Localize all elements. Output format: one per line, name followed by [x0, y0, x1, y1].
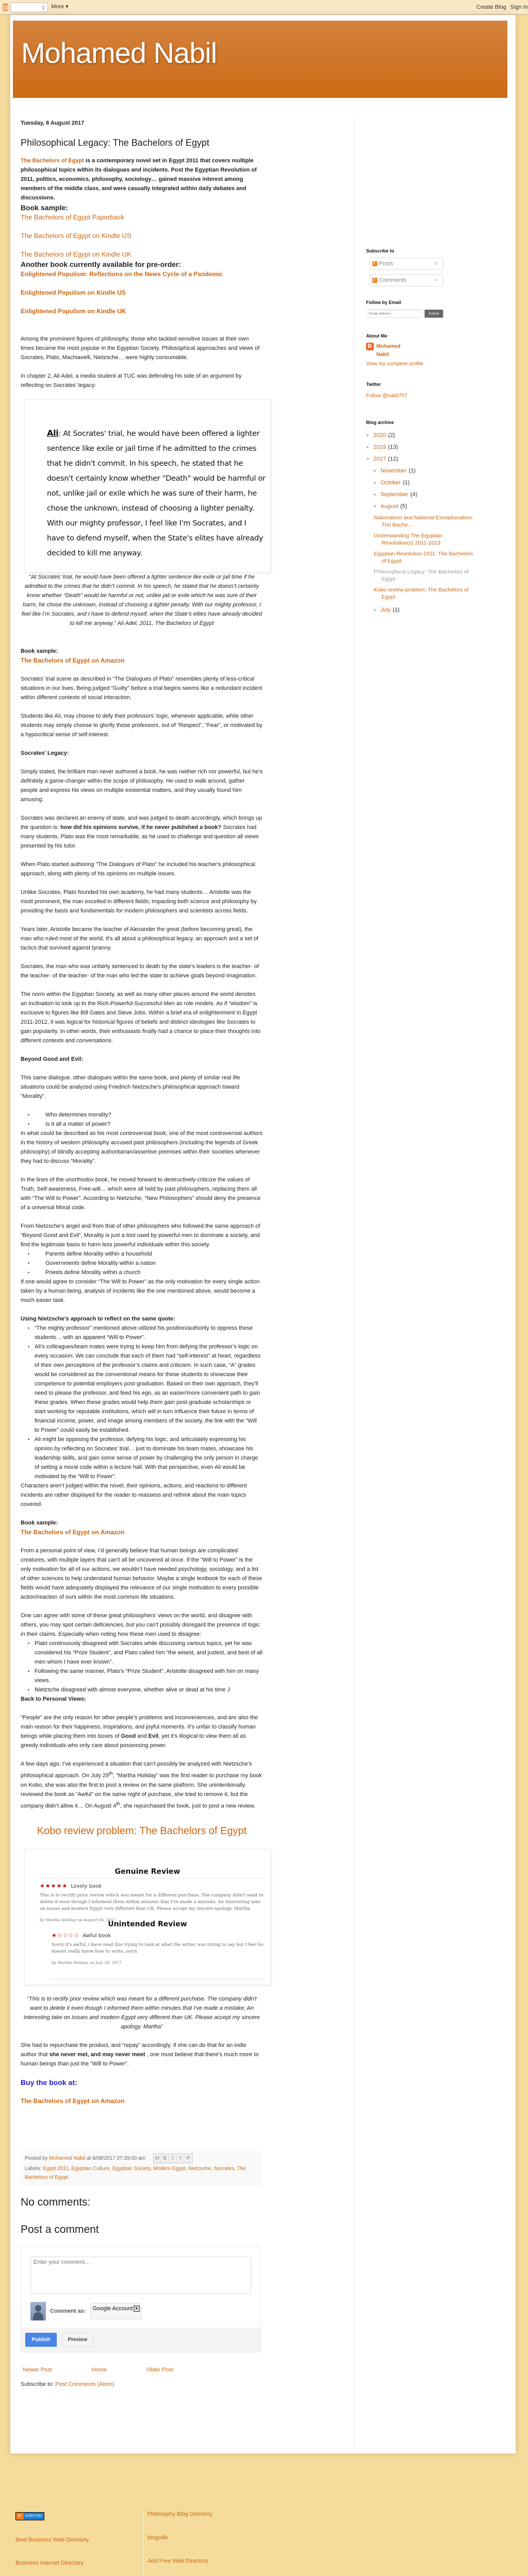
paragraph: This same dialogue, other dialogues within the same book, and plenty of similar real life situations could be analyzed using Friedrich Nietzsche’s philosophical approach toward “Morality”. — [21, 1075, 240, 1100]
intro-text: is a contemporary novel set in Egypt 2011 that covers multiple philosophical topics within its dialogues and incidents. Post the Egyptian Revolution of 2011, politics, economics, philosophy, sociology… gained massive interest among members of the middle class, and were casually integrated within daily debates and discussions. — [21, 158, 257, 201]
paragraph: If one would agree to consider “The Will to Power” as the only motivation for every single action taken by a human being, analysis of incidents like the one mentioned above, would become a much easier task. — [21, 1279, 260, 1304]
paragraph: Socrates’ trial scene as described in “The Dialogues of Plato” resembles plenty of less-critical situations in our lives. Being judged “Guilty” before a trial begins seems like a redundant incident within different contexts of social interaction. — [21, 676, 262, 701]
archive-post-link[interactable]: Understanding The Egyptian Revolution(s) 2011-2013 — [374, 532, 442, 546]
home-link[interactable]: Home — [91, 2367, 107, 2374]
blogger-icon — [366, 343, 374, 350]
archive-month-link[interactable]: August — [381, 503, 399, 510]
paragraph: In what could be described as his most controversial book, one of the most controversial authors in the history of western philosophy accused past philosophers (including the legends of Greek philosophy) of blindly accepting authoritarian/assertive premises within their societies whenever they had to discuss “Morality”. — [21, 1130, 262, 1165]
ali-quote-image[interactable] — [24, 399, 271, 572]
star-rating-icon: ★☆☆☆☆ — [52, 1931, 80, 1939]
text: and — [136, 1733, 148, 1740]
at-label: at — [85, 2155, 93, 2161]
book-sample-heading: Book sample: — [21, 204, 68, 212]
dropdown-label: Comments — [379, 277, 407, 283]
review-title: Lovely book — [71, 1883, 102, 1889]
list-item: • Nietzsche disagreed with almost everyone, whether alive or dead at his time J — [21, 1685, 263, 1694]
search-icon[interactable]: ⚲ — [41, 5, 45, 11]
archive-post-current: Philosophical Legacy: The Bachelors of Egypt — [374, 568, 469, 582]
expand-triangle-icon[interactable]: ► — [373, 608, 377, 612]
list-item: • Ali might be opposing the professor, defying his logic, and articulately expressing his opinion by reflecting on Socrates’ trial… just to dominate his team mates, showcase his leadership skills, and gain some sense of power by challenging the only person in charge of setting a moral code within a lecture hall. With that perspective, even Ali would be motivated by the “Will to Power”. — [21, 1435, 263, 1481]
publish-button[interactable]: Publish — [25, 2333, 57, 2347]
profile-name-link[interactable]: Mohamed Nabil — [376, 344, 401, 358]
ep-kindle-us-link[interactable]: Enlightened Populism on Kindle US — [21, 289, 126, 297]
avatar — [30, 2302, 46, 2320]
list-item: • Parents define Morality within a household — [21, 1249, 263, 1259]
archive-post-link[interactable]: Kobo review problem: The Bachelors of Egypt — [374, 586, 469, 600]
archive-heading: Blog archive — [366, 420, 394, 426]
archive-year-link[interactable]: 2020 — [373, 432, 386, 438]
paragraph: The norm within the Egyptian Society, as well as many other places around the world denotes an inclination to look up to the Rich-Powerful-Successful-Men as role models. As if “wisdom” is exclusive to figures like Bill Gates and Steve Jobs. Within a brief era of enlightenment in Egypt 2011-2012, it was logical for historical figures of beliefs and distinct ideologies like Socrates to gain popularity. In other words, their enthusiasts finally had a chance to place their thoughts into different contexts and conversations. — [21, 991, 261, 1044]
pinterest-share-icon[interactable]: P — [185, 2154, 192, 2163]
follow-email-heading: Follow by Email — [366, 300, 402, 306]
blog-header — [13, 21, 507, 98]
label-link[interactable]: Nietzsche — [188, 2165, 211, 2172]
paragraph: Unlike Socrates, Plato founded his own academy, he had many students… Aristotle was the most prominent, the man excelled in different fields; impacting both science and philosophy by providing the basis and fundamentals for modern philosophers and scientists across fields. — [21, 889, 257, 914]
post-timestamp[interactable]: 8/08/2017 07:39:00 am — [92, 2155, 146, 2161]
paperback-link[interactable]: The Bachelors of Egypt Paperback — [21, 213, 124, 222]
paragraph: When Plato started authoring "The Dialogues of Plato" he included his teacher's philosophical approach, along with plenty of his opinions on multiple issues. — [21, 861, 256, 877]
paragraph: Students like Ali, may choose to defy their professors’ logic, whenever applicable, while other students may simply choose to glorify those professors, out of “Respect”, “Fear”, or motivated by a hypocritical sense of self-interest. — [21, 713, 262, 738]
newer-post-link[interactable]: Newer Post — [23, 2367, 52, 2374]
quote-caption: “This is to rectify prior review which was meant for a different purchase. The company didn't want to delete it even though I informed them within minutes that I've made a mistake; An interesting take on issues and modern Egypt very different than UK. Please accept my sincere apology. Martha” — [24, 1995, 260, 2030]
bullet-list — [21, 1110, 263, 1129]
review-title: Awful book — [82, 1933, 111, 1939]
chevron-down-icon[interactable]: ▼ — [134, 2306, 140, 2312]
amazon-link[interactable]: The Bachelors of Egypt on Amazon — [21, 1529, 125, 1536]
amazon-link[interactable]: The Bachelors of Egypt on Amazon — [21, 2097, 125, 2105]
text: Socrates was declared an enemy of state, and was judged to death accordingly, which brings up the question is: — [21, 815, 262, 831]
expand-triangle-icon[interactable]: ► — [373, 469, 377, 473]
paragraph — [21, 1713, 263, 1750]
no-comments-heading: No comments: — [21, 2196, 91, 2208]
archive-year — [366, 453, 474, 465]
label-link[interactable]: Socrates — [213, 2165, 235, 2172]
bold-text: she never met, and may never meet — [49, 2051, 145, 2058]
preview-button[interactable]: Preview — [62, 2333, 93, 2347]
bf-directory-badge[interactable] — [15, 2511, 44, 2520]
post-body — [21, 156, 266, 2105]
paragraph: From a personal point of view, I’d generally believe that human beings are complicated creatures, with multiple layers that can’t all be uncovered at once. If the “Will to Power” is the only motivation for all of our actions, we wouldn’t have needed psychology, sociology, and a list of other sciences to help understand human behavior. Maybe a single textbook for each of these fields would have adequately displayed the relevance of our single motivation to every possible action/reaction of ours within the most common life situations. — [21, 1548, 262, 1601]
paragraph — [21, 1759, 263, 1810]
comment-actions — [21, 2328, 260, 2352]
expand-triangle-icon[interactable]: ► — [373, 481, 377, 485]
kobo-review-heading: Kobo review problem: The Bachelors of Egypt — [37, 1825, 247, 1837]
directory-link[interactable]: Best Business Web Directory — [15, 2537, 89, 2543]
book-sample-heading: Book sample: — [21, 1520, 58, 1527]
buy-heading: Buy the book at: — [21, 2078, 77, 2087]
sign-in-link[interactable]: Sign In — [510, 4, 528, 10]
label-link[interactable]: Egyptian Culture — [71, 2165, 110, 2172]
enlightened-populism-link[interactable]: Enlightened Populism: Reflections on the News Cycle of a Pandemic — [21, 270, 223, 278]
twitter-share-icon[interactable]: t — [169, 2154, 177, 2163]
book-sample-heading: Book sample: — [21, 648, 58, 655]
archive-post-link[interactable]: Egyptian Revolution 2011: The Bachelors of Egypt — [374, 550, 473, 564]
paragraph — [21, 814, 263, 851]
label-link[interactable]: The Bachelors of Egypt — [25, 2165, 246, 2180]
bullet-list — [21, 1324, 263, 1481]
about-me — [366, 343, 474, 359]
directory-link[interactable]: blogville — [147, 2535, 168, 2541]
directory-link[interactable]: Add Free Web Directory — [147, 2558, 208, 2564]
label-link[interactable]: Egypt 2011 — [43, 2165, 69, 2172]
text: She had to repurchase the product, and “repay” accordingly. If she can do that for an indie author that — [21, 2042, 246, 2058]
archive-count: (4) — [410, 491, 418, 498]
section-heading: Back to Personal Views: — [21, 1696, 86, 1703]
text: “People” are the only reason for other people’s problems and inconveniences, and are also the main reason for their happiness, inspirations, and joyful moments. It’s unfair to classify human beings while placing them into boxes of — [21, 1715, 258, 1740]
kindle-us-link[interactable]: The Bachelors of Egypt on Kindle US — [21, 232, 131, 240]
list-item: • “The mighty professor” mentioned above utilized his position/authority to oppress these students… with an apparent “Will to Power”. — [21, 1324, 263, 1342]
subscribe-label: Subscribe to: — [21, 2381, 56, 2388]
archive-count: (1) — [408, 467, 416, 474]
paragraph: In chapter 2, Ali Adel, a media student at TUC was defending his side of an argument by reflecting on Socrates' legacy: — [21, 373, 242, 389]
blog-title[interactable]: Mohamed Nabil — [21, 37, 217, 69]
follow-email-form — [368, 310, 476, 315]
navbar-search-input[interactable] — [10, 3, 48, 12]
archive-month — [373, 477, 474, 489]
paragraph: Socrates, the man who was unfairly sentenced to death by the state’s leaders is the teacher- of the teacher- of the teacher- of the man who led the state to achieve goals beyond imagination. — [21, 963, 259, 979]
unintended-review-heading: Unintended Review — [108, 1920, 187, 1928]
archive-month — [373, 465, 474, 477]
archive-count: (5) — [400, 503, 407, 510]
quote-text: With our mighty professor, I feel like I'm Socrates, and I have to defend myself, when the State's elites have already decided to kill me anyway. — [47, 519, 263, 558]
comment-as-label: Comment as: — [50, 2308, 86, 2314]
email-input[interactable] — [368, 310, 422, 318]
bullet-list — [21, 1639, 263, 1694]
archive-count: (2) — [388, 432, 395, 438]
archive-month — [373, 501, 474, 513]
list-item: • Governments define Morality within a nation — [21, 1259, 263, 1268]
unintended-review — [52, 1931, 268, 1968]
badge-left: BF — [16, 2513, 24, 2520]
post-title: Philosophical Legacy: The Bachelors of Egypt — [21, 137, 209, 148]
main-column — [21, 115, 351, 2389]
collapse-triangle-icon[interactable]: ▼ — [373, 504, 377, 509]
expand-triangle-icon[interactable]: ► — [366, 445, 370, 449]
paragraph — [21, 2041, 263, 2069]
submit-button[interactable]: Submit — [424, 310, 443, 318]
column-divider — [354, 113, 355, 2452]
chevron-down-icon: ∨ — [434, 261, 438, 266]
archive-count: (13) — [388, 444, 399, 450]
directory-link[interactable]: Philosophy Blog Directory — [147, 2511, 212, 2517]
intro-book-link[interactable]: The Bachelors of Egypt — [21, 158, 84, 164]
review-byline: by Martha Holiday on August 04, 2017 — [40, 1917, 116, 1922]
section-heading: Socrates’ Legacy: — [21, 750, 69, 757]
posted-by-label: Posted by — [25, 2155, 50, 2161]
list-item: • Who determines morality? — [21, 1110, 263, 1120]
badge-right: DIRECTORY — [24, 2513, 44, 2520]
archive-year-link[interactable]: 2019 — [373, 444, 386, 450]
preorder-heading: Another book currently available for pre-order: — [21, 260, 182, 269]
paragraph: Characters aren’t judged within the novel, their opinions, actions, and reactions to different incidents are rather displayed for the reader to reassess and rethink about the main topics covered. — [21, 1483, 247, 1508]
ep-kindle-uk-link[interactable]: Enlightened Populism on Kindle UK — [21, 308, 126, 315]
older-post-link[interactable]: Older Post — [146, 2367, 173, 2374]
bold-evil: Evil — [148, 1733, 159, 1740]
list-item: • Ali’s colleagues/team mates were trying to keep him from defying the professor’s logic on every occasion. We can conclude that each of them had “self-interest” at heart, regardless of their own perceptions of the professor’s claims and criticism. In such case, “A” grades would be considered as the conventional means for these students to showcase their competence to potential employers post-graduation. Based on their own approach, they’ll need to please the professor, and feed his ego, as an easier/more convenient path to gain these grades. When these grades would help them gain post-graduate scholarships or start working for reputable institutions, which will in turn influence their future in terms of financial income, power, and image among members of the society, the link with the “Will to Power” could easily be established. — [21, 1342, 263, 1435]
twitter-heading: Twitter — [366, 382, 381, 387]
comment-as-row — [30, 2302, 251, 2320]
post-comment-heading: Post a comment — [21, 2224, 99, 2236]
blog-archive — [366, 430, 474, 616]
section-heading: Beyond Good and Evil: — [21, 1056, 84, 1063]
chevron-down-icon: ∨ — [434, 277, 438, 283]
blogthis-share-icon[interactable]: B — [161, 2154, 169, 2163]
twitter-follow-link[interactable]: Follow @nabil707 — [366, 393, 407, 399]
post-date: Tuesday, 8 August 2017 — [21, 120, 85, 126]
subscribe-comments-dropdown[interactable] — [370, 274, 443, 286]
expand-triangle-icon[interactable]: ► — [373, 493, 377, 497]
email-share-icon[interactable]: M — [154, 2154, 161, 2163]
text: A few days ago, I’ve experienced a situation that can’t possibly be analyzed with Nietzsche’s philosophical approach. On July 29 — [21, 1761, 252, 1780]
blog-pager — [21, 2366, 175, 2375]
text: , she repurchased the book, just to post a new review. — [120, 1803, 256, 1809]
paragraph: Years later, Aristotle became the teacher of Alexander the great (before becoming great), the man who ruled most of the world. It's all about a philosophical legacy, an approach and a set of tactics that survived against tyranny. — [21, 926, 259, 952]
about-heading: About Me — [366, 333, 387, 338]
page-container — [10, 15, 516, 2453]
label-link[interactable]: Egyptian Society — [112, 2165, 151, 2172]
quote-caption: “At Socrates’ trial, he would have been offered a lighter sentence like exile or jail time if he admitted to the crimes that he didn’t commit. In his speech, he stated that he doesn’t certainly know whether “Death” would be harmful or not, unlike jail or exile which he was sure of their harm, he chose the unknown, instead of choosing a lighter penalty. With our mighty professor, I feel like I’m Socrates, and I have to defend myself, when the State’s elites have already decided to kill me anyway,” Ali Adel, 2011, The Bachelors of Egypt — [21, 574, 262, 627]
paragraph: From Nietzsche’s angel and from that of other philosophers who followed the same approach of “Beyond Good and Evil”, Morality is just a tool used by powerful men to dominate a society, and find the legitimate basis to harm less powerful individuals within this society — [21, 1223, 260, 1248]
subscribe-heading: Subscribe to — [366, 248, 394, 253]
section-heading: Using Nietzsche’s approach to reflect on the same quote: — [21, 1316, 175, 1323]
archive-month-link[interactable]: July — [381, 606, 391, 613]
archive-count: (1) — [403, 479, 410, 486]
speaker-name: Ali — [47, 428, 59, 438]
kindle-uk-link[interactable]: The Bachelors of Egypt on Kindle UK — [21, 250, 131, 259]
subscribe-posts-dropdown[interactable] — [370, 258, 443, 270]
superscript: th — [109, 1771, 113, 1776]
share-buttons — [153, 2154, 193, 2163]
paragraph: Among the prominent figures of philosophy, those who tackled sensitive issues at their own times became the most popular in the Egyptian Society. Philosophical approaches and views of Socrates, Plato, Machiavelli, Nietzsche… were highly consumable. — [21, 336, 260, 361]
archive-year-link[interactable]: 2017 — [373, 455, 386, 462]
collapse-triangle-icon[interactable]: ▼ — [366, 457, 370, 461]
paragraph: In the lines of the unorthodox book, he moved forward to destructively criticize the values of Truth, Self-awareness, Free-will… which were all held by past philosophers, replacing them all with “The Will to Power”. According to Nietzsche, “New Philosophers” should deny the presence of a universal Moral code. — [21, 1177, 261, 1211]
archive-year — [366, 430, 474, 442]
review-body: Sorry it's awful, i have read this trying to look at what the writer was trying to say but I feel he doesnt really know how to write, sorry — [52, 1942, 263, 1954]
ali-quote-text — [47, 426, 266, 561]
star-rating-icon: ★★★★★ — [40, 1882, 68, 1889]
directory-link[interactable]: Business Internet Directory — [15, 2560, 84, 2566]
archive-month — [373, 489, 474, 501]
navbar-more-menu[interactable]: More ▾ — [51, 4, 69, 10]
genuine-review — [40, 1882, 267, 1925]
list-item: • Following the same manner, Plato’s “Prize Student”, Aristotle disagreed with him on many views. — [21, 1667, 263, 1685]
blogger-logo-icon[interactable] — [3, 3, 8, 11]
text: , yet it’s illogical to view them all as greedy individuals who only care about possessing power. — [21, 1733, 246, 1749]
post-comments-atom-link[interactable]: Post Comments (Atom) — [55, 2381, 114, 2388]
dropdown-label: Posts — [379, 260, 393, 267]
view-profile-link[interactable]: View my complete profile — [366, 361, 423, 367]
post-footer: Posted by Mohamed Nabil at 8/08/2017 07:39:00 am M B t f P Labels: Egypt 2011, Egyptian Culture, Egyptian Society, Modern Egypt, Nietzsche, Socrates, The Bachelors of Egypt — [21, 2151, 261, 2185]
sidebar — [366, 247, 474, 616]
author-link[interactable]: Mohamed Nabil — [49, 2155, 86, 2161]
archive-count: (1) — [392, 606, 400, 613]
bold-good: Good — [121, 1733, 136, 1740]
rss-icon — [372, 278, 377, 283]
paragraph: One can agree with some of these great philosophers’ views on the world, and disagree with others, you may spot certain deficiencies, but you can’t possibly disregard the presence of logic in their claims. Especially when noting how these men used to disagree: — [21, 1613, 260, 1638]
intro-paragraph — [21, 156, 263, 202]
list-item: • Is it all a matter of power? — [21, 1120, 263, 1129]
bold-question: how did his opinions survive, if he never published a book? — [60, 824, 222, 831]
archive-count: (12) — [388, 455, 399, 462]
facebook-share-icon[interactable]: f — [177, 2154, 185, 2163]
genuine-review-heading: Genuine Review — [114, 1867, 180, 1876]
comment-textarea[interactable] — [30, 2257, 251, 2294]
comment-form — [21, 2246, 261, 2353]
text: , one must believe that there’s much more to human beings than just the “Will to Power”. — [21, 2051, 259, 2067]
create-blog-link[interactable]: Create Blog — [476, 4, 506, 10]
footer-right-column — [143, 2509, 267, 2576]
amazon-link[interactable]: The Bachelors of Egypt on Amazon — [21, 657, 125, 665]
expand-triangle-icon[interactable]: ► — [366, 433, 370, 437]
blogger-navbar — [0, 0, 528, 15]
review-body: This is to rectify prior review which was meant for a different purchase. The company didn't want to delete it even though I informed them within minutes that I've made a mistake; An interesting take on issues and modern Egypt very different than UK. Please accept my sincere apology. Martha — [40, 1892, 263, 1911]
text: Socrates had many students, Plato was the most remarkable; as he used to challenge and question all views presented by his tutor. — [21, 824, 259, 850]
text: , “Martha Holiday” was the first reader to purchase my book on Kobo, she was also the first to post a review on the same platform. She unintentionally reviewed the book as “Awful” on the same night of purchase, she tried to remove it, but the company didn’t allow it… On August 4 — [21, 1773, 262, 1809]
archive-month — [373, 604, 474, 616]
paragraph: Simply stated, the brilliant man never authored a book, he was neither rich nor powerful, but he's definitely a game-changer within the scope of philosophy. He used to walk around, gather people and express his views on multiple existential matters, and they usually found him amusing. — [21, 769, 263, 803]
archive-month-link[interactable]: September — [381, 491, 408, 498]
quote-text: : At Socrates' trial, he would have been offered a lighter sentence like exile or jail time if he admitted to the crimes that he didn't commit. In his speech, he stated that he doesn't certainly know whether "Death" would be harmful or not, unlike jail or exile which he was sure of their harm, he chose the unknown, instead of choosing a lighter penalty. — [47, 430, 266, 513]
archive-post-link[interactable]: Nationalism and National Exceptionalism: The Bache... — [374, 514, 474, 528]
review-byline: by Martha Holiday on July 29, 2017 — [52, 1960, 122, 1965]
account-select-value: Google Account — [92, 2306, 133, 2312]
account-select[interactable] — [90, 2303, 142, 2319]
archive-month-link[interactable]: November — [381, 467, 407, 474]
kobo-reviews-image[interactable] — [24, 1849, 271, 1985]
rss-icon — [372, 261, 377, 266]
list-item: • Priests define Morality within a church — [21, 1268, 263, 1277]
archive-month-link[interactable]: October — [381, 479, 401, 486]
list-item: • Plato continuously disagreed with Socrates while discussing various topics, yet he was considered his “Prize Student”, and Plato called him “the wisest, and justest, and best of all men whom I have ever known”. — [21, 1639, 263, 1667]
bullet-list — [21, 1249, 263, 1277]
subscribe-line — [21, 2380, 351, 2389]
label-link[interactable]: Modern Egypt — [153, 2165, 186, 2172]
labels-label: Labels: — [25, 2165, 43, 2172]
superscript: th — [116, 1801, 120, 1807]
archive-year — [366, 442, 474, 453]
